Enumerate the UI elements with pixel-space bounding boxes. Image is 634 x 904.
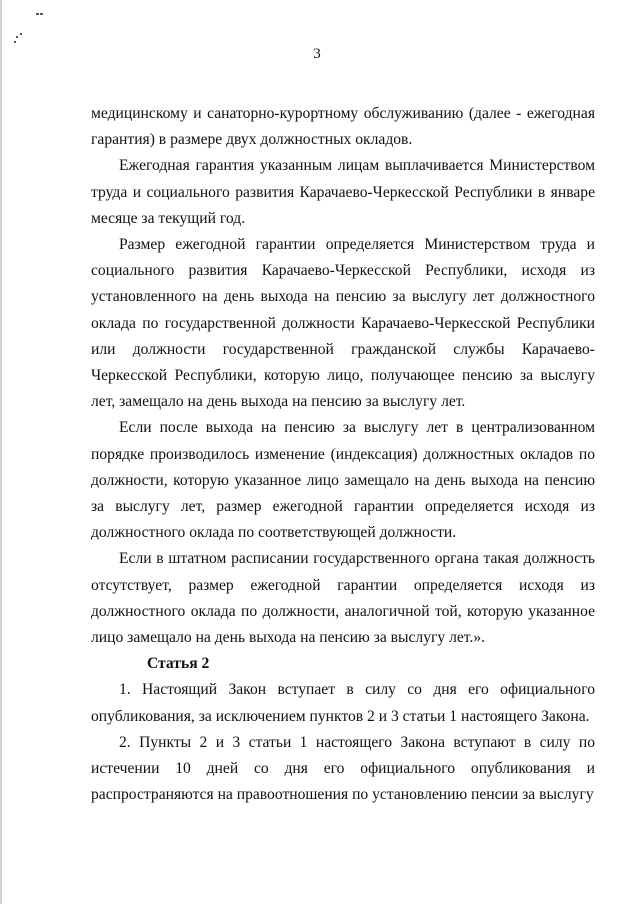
paragraph: Размер ежегодной гарантии определяется Министерством труда и социального развития Карачаево-Черкесской Республики, исходя из установленного на день выхода на пенсию за выслугу лет должностного оклада по государственной должности Карачаево-Черкесской Республики или должности государственной гражданской службы Карачаево-Черкесской Республики, которую лицо, получающее пенсию за выслугу лет, замещало на день выхода на пенсию за выслугу лет. <box>91 236 595 411</box>
paragraph: Если в штатном расписании государственного органа такая должность отсутствует, размер ежегодной гарантии определяется исходя из должностного оклада по должности, аналогичной той, которую указанное лицо замещало на день выхода на пенсию за выслугу лет.». <box>91 550 595 647</box>
scan-artifact <box>20 33 22 35</box>
article-item: 1. Настоящий Закон вступает в силу со дня его официального опубликования, за исключением пунктов 2 и 3 статьи 1 настоящего Закона. <box>91 681 595 725</box>
paragraph: Ежегодная гарантия указанным лицам выплачивается Министерством труда и социального развития Карачаево-Черкесской Республики в январе месяце за текущий год. <box>91 157 595 227</box>
paragraph-continuation: медицинскому и санаторно-курортному обслуживанию (далее - ежегодная гарантия) в размере двух должностных окладов. <box>91 105 595 149</box>
article-heading: Статья 2 <box>147 655 210 673</box>
scan-edge <box>0 0 2 904</box>
paragraph: Если после выхода на пенсию за выслугу лет в централизованном порядке производилось изменение (индексация) должностных окладов по должности, которую указанное лицо замещало на день выхода на пенсию за выслугу лет, размер ежегодной гарантии определяется исходя из должностного оклада по соответствующей должности. <box>91 419 595 542</box>
article-item: 2. Пункты 2 и 3 статьи 1 настоящего Закона вступают в силу по истечении 10 дней со дня его официального опубликования и распространяются на правоотношения по установлению пенсии за выслугу <box>91 733 595 804</box>
scan-artifact <box>40 13 43 15</box>
page-number: 3 <box>313 46 321 62</box>
scan-artifact <box>16 36 18 38</box>
scan-artifact <box>14 41 16 43</box>
scan-artifact <box>36 13 39 15</box>
document-body <box>91 101 595 808</box>
